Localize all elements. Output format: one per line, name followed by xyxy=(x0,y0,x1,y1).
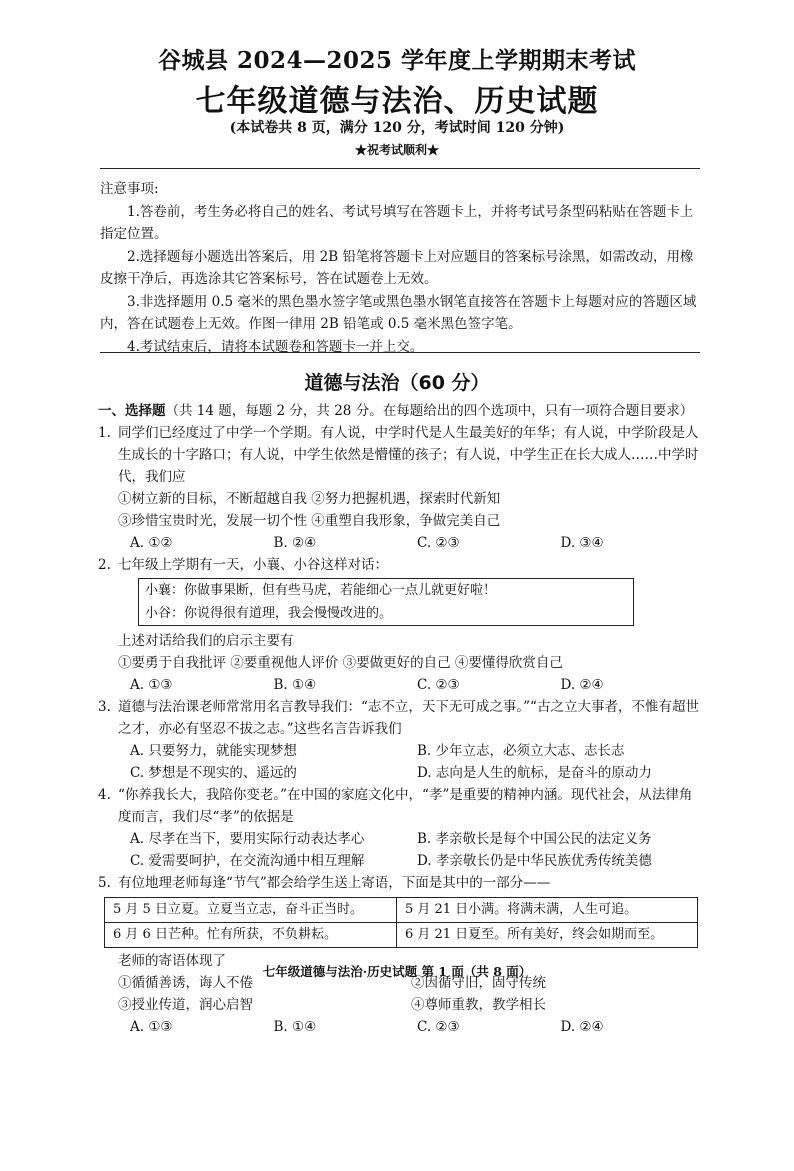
option-a[interactable]: A. ①③ xyxy=(130,1019,173,1035)
option-b[interactable]: B. ①④ xyxy=(273,677,317,693)
question-stem: 有位地理老师每逢“节气”都会给学生送上寄语，下面是其中的一部分—— xyxy=(118,875,551,891)
question-number: 3. xyxy=(98,699,111,715)
part-description: （共 14 题，每题 2 分，共 28 分。在每题给出的四个选项中，只有一项符合题目要求） xyxy=(165,403,694,419)
question-5 xyxy=(98,872,704,894)
dialog-line: 小襄：你做事果断，但有些马虎，若能细心一点儿就更好啦！ xyxy=(145,583,497,598)
notice-item: 4.考试结束后，请将本试题卷和答题卡一并上交。 xyxy=(127,338,424,355)
option-b[interactable]: B. 孝亲敬长是每个中国公民的法定义务 xyxy=(417,831,652,847)
options-row xyxy=(98,532,704,554)
exam-wish: ★祝考试顺利★ xyxy=(354,143,439,157)
option-b[interactable]: B. ②④ xyxy=(273,535,317,551)
statements-row xyxy=(98,994,704,1016)
solar-term-table xyxy=(104,897,698,948)
dialog-line: 小谷：你说得很有道理，我会慢慢改进的。 xyxy=(145,606,393,621)
notice-item: 1.答卷前，考生务必将自己的姓名、考试号填写在答题卡上，并将考试号条型码粘贴在答题卡上指定位置。 xyxy=(100,203,694,242)
table-row xyxy=(105,898,698,923)
option-c[interactable]: C. 爱需要呵护，在交流沟通中相互理解 xyxy=(130,853,365,869)
notice-item: 2.选择题每小题选出答案后，用 2B 铅笔将答题卡上对应题目的答案标号涂黑，如需改动，用橡皮擦干净后，再选涂其它答案标号，答在试题卷上无效。 xyxy=(100,248,694,287)
table-row xyxy=(105,923,698,948)
question-area xyxy=(98,400,704,1038)
exam-title: 谷城县 2024—2025 学年度上学期期末考试 xyxy=(157,47,637,74)
option-d[interactable]: D. ②④ xyxy=(560,677,604,693)
question-2 xyxy=(98,554,704,576)
section-title: 道德与法治（60 分） xyxy=(304,372,490,394)
question-stem: 道德与法治课老师常常用名言教导我们：“志不立，天下无可成之事。”“古之立大事者，不惟有超世之才，亦必有坚忍不拔之志。”这些名言告诉我们 xyxy=(118,699,699,737)
question-ask: 上述对话给我们的启示主要有 xyxy=(118,633,294,649)
question-4 xyxy=(98,784,704,828)
question-number: 1. xyxy=(98,425,111,441)
question-ask: 老师的寄语体现了 xyxy=(118,953,226,969)
statement: ①循循善诱，诲人不倦 xyxy=(118,975,253,991)
notice-item: 3.非选择题用 0.5 毫米的黑色墨水签字笔或黑色墨水钢笔直接答在答题卡上每题对应的答题区域内，答在试题卷上无效。作图一律用 2B 铅笔或 0.5 毫米黑色签字笔。 xyxy=(100,293,697,332)
statement-line: ③珍惜宝贵时光，发展一切个性 ④重塑自我形象，争做完美自己 xyxy=(118,513,501,529)
options-row xyxy=(98,850,704,872)
option-d[interactable]: D. 孝亲敬长仍是中华民族优秀传统美德 xyxy=(417,853,652,869)
dialog-box xyxy=(138,578,634,626)
option-b[interactable]: B. 少年立志，必须立大志、志长志 xyxy=(417,743,625,759)
statement-line: ①要勇于自我批评 ②要重视他人评价 ③要做更好的自己 ④要懂得欣赏自己 xyxy=(118,655,563,671)
option-b[interactable]: B. ①④ xyxy=(273,1019,317,1035)
option-d[interactable]: D. ②④ xyxy=(560,1019,604,1035)
options-row xyxy=(98,1016,704,1038)
option-a[interactable]: A. 尽孝在当下，要用实际行动表达孝心 xyxy=(130,831,365,847)
options-row xyxy=(98,762,704,784)
statement-line: ①树立新的目标，不断超越自我 ②努力把握机遇，探索时代新知 xyxy=(118,491,501,507)
options-row xyxy=(98,674,704,696)
question-number: 2. xyxy=(98,557,111,573)
options-row xyxy=(98,828,704,850)
question-stem: “你养我长大，我陪你变老。”在中国的家庭文化中，“孝”是重要的精神内涵。现代社会，从法律角度而言，我们尽“孝”的依据是 xyxy=(118,787,693,825)
notice-heading: 注意事项: xyxy=(100,181,159,197)
options-row xyxy=(98,740,704,762)
question-stem: 七年级上学期有一天，小襄、小谷这样对话： xyxy=(118,557,388,573)
statement: ③授业传道，润心启智 xyxy=(118,997,253,1013)
statement: ④尊师重教，教学相长 xyxy=(411,997,546,1013)
option-c[interactable]: C. ②③ xyxy=(417,535,460,551)
page-footer: 七年级道德与法治·历史试题 第 1 面（共 8 面） xyxy=(262,964,532,979)
option-d[interactable]: D. 志向是人生的航标，是奋斗的原动力 xyxy=(417,765,652,781)
table-cell: 5 月 21 日小满。将满未满，人生可追。 xyxy=(396,898,697,923)
option-a[interactable]: A. ①② xyxy=(130,535,173,551)
option-c[interactable]: C. ②③ xyxy=(417,1019,460,1035)
question-1 xyxy=(98,422,704,488)
table-cell: 5 月 5 日立夏。立夏当立志，奋斗正当时。 xyxy=(105,898,397,923)
exam-info: (本试卷共 8 页，满分 120 分，考试时间 120 分钟) xyxy=(229,120,565,136)
exam-subject-title: 七年级道德与法治、历史试题 xyxy=(195,84,599,119)
notice-block xyxy=(100,178,700,358)
option-c[interactable]: C. 梦想是不现实的、遥远的 xyxy=(130,765,297,781)
question-3 xyxy=(98,696,704,740)
statement: ②因循守旧，固守传统 xyxy=(411,975,546,991)
option-d[interactable]: D. ③④ xyxy=(560,535,604,551)
table-cell: 6 月 6 日芒种。忙有所获，不负耕耘。 xyxy=(105,923,397,948)
divider-top xyxy=(100,168,700,169)
option-a[interactable]: A. 只要努力，就能实现梦想 xyxy=(130,743,297,759)
question-number: 4. xyxy=(98,787,111,803)
table-cell: 6 月 21 日夏至。所有美好，终会如期而至。 xyxy=(396,923,697,948)
part-label: 一、选择题 xyxy=(98,403,166,419)
question-number: 5. xyxy=(98,875,111,891)
question-stem: 同学们已经度过了中学一个学期。有人说，中学时代是人生最美好的年华；有人说，中学阶段是人生成长的十字路口；有人说，中学生依然是懵懂的孩子；有人说，中学生正在长大成人……中学时代，我们应 xyxy=(118,425,699,485)
option-c[interactable]: C. ②③ xyxy=(417,677,460,693)
part-heading xyxy=(98,400,704,422)
option-a[interactable]: A. ①③ xyxy=(130,677,173,693)
divider-bottom xyxy=(100,352,700,353)
